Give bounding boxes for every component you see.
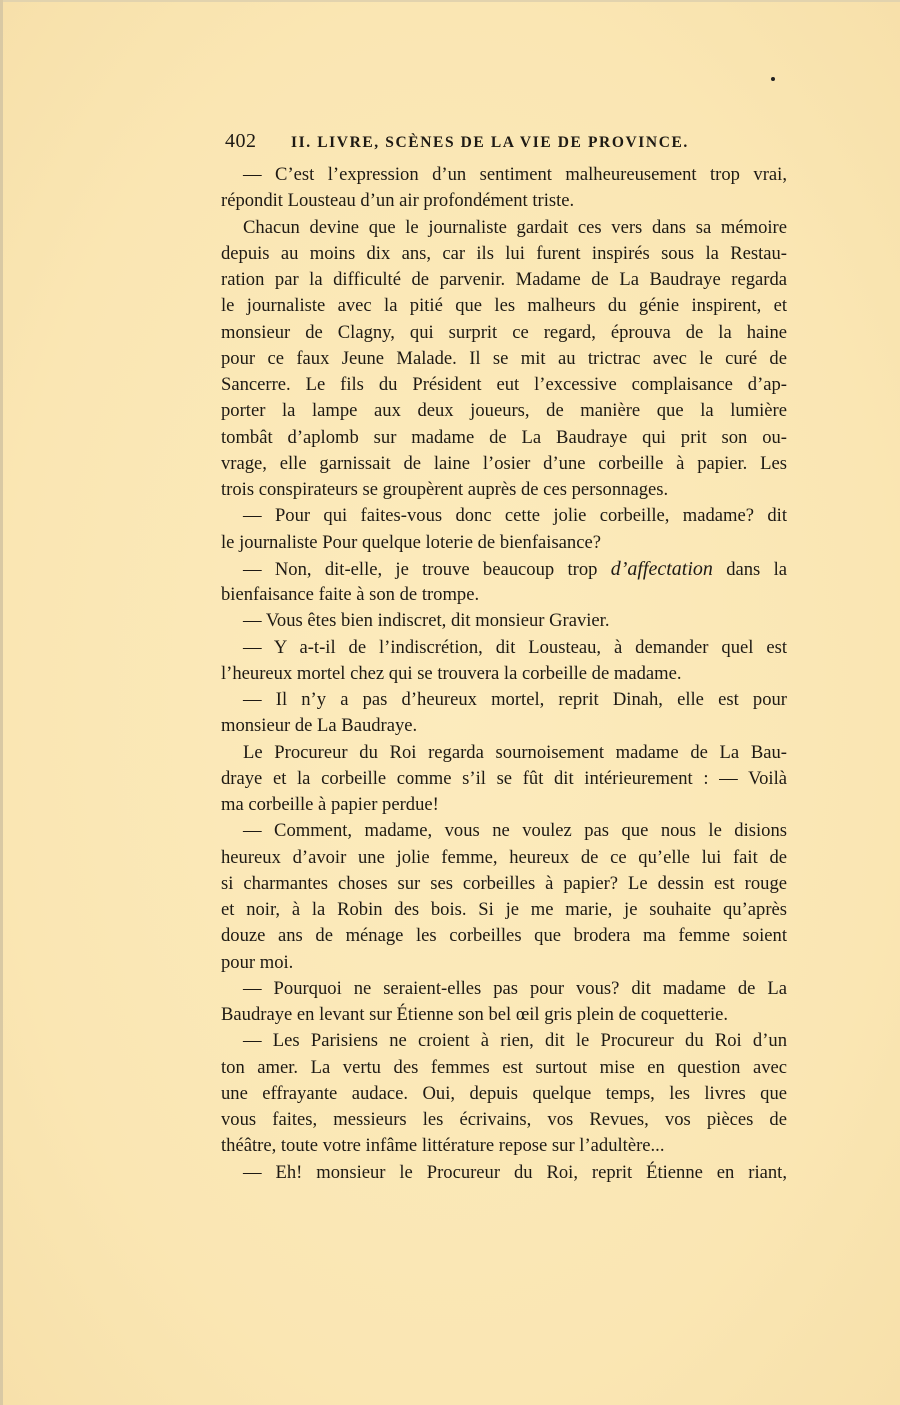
ink-speck bbox=[771, 77, 775, 81]
text-line: — Eh! monsieur le Procureur du Roi, reprit Étienne en riant, bbox=[243, 1161, 787, 1183]
text-line: douze ans de ménage les corbeilles que brodera ma femme soient bbox=[221, 925, 787, 947]
text-line: une effrayante audace. Oui, depuis quelque temps, les livres que bbox=[221, 1082, 787, 1104]
text-line: Baudraye en levant sur Étienne son bel œil gris plein de coquetterie. bbox=[221, 1004, 729, 1025]
text-line: — Pourquoi ne seraient-elles pas pour vous? dit madame de La bbox=[243, 977, 787, 999]
text-line: Le Procureur du Roi regarda sournoisement madame de La Bau- bbox=[243, 741, 787, 763]
text-line: — Il n’y a pas d’heureux mortel, reprit Dinah, elle est pour bbox=[243, 689, 787, 710]
italic-emphasis: d’affectation bbox=[610, 557, 713, 580]
text-line: — Non, dit-elle, je trouve beaucoup trop d’affectation dans la bbox=[243, 557, 787, 580]
text-line: Sancerre. Le fils du Président eut l’excessive complaisance d’ap- bbox=[221, 374, 787, 395]
page-number: 402 bbox=[225, 130, 257, 152]
text-line: bienfaisance faite à son de trompe. bbox=[221, 584, 480, 605]
text-line: — Y a-t-il de l’indiscrétion, dit Lousteau, à demander quel est bbox=[243, 636, 787, 658]
text-line: tombât d’aplomb sur madame de La Baudraye qui prit son ou- bbox=[221, 426, 787, 448]
text-line: ration par la difficulté de parvenir. Madame de La Baudraye regarda bbox=[221, 269, 787, 290]
text-line: théâtre, toute votre infâme littérature repose sur l’adultère... bbox=[221, 1135, 665, 1157]
text-line: et noir, à la Robin des bois. Si je me marie, je souhaite qu’après bbox=[221, 899, 787, 920]
text-line: vrage, elle garnissait de laine l’osier d’une corbeille à papier. Les bbox=[221, 452, 787, 474]
text-line: répondit Lousteau d’un air profondément triste. bbox=[221, 190, 575, 212]
text-line: si charmantes choses sur ses corbeilles à papier? Le dessin est rouge bbox=[221, 872, 787, 894]
text-line: monsieur de Clagny, qui surprit ce regard, éprouva de la haine bbox=[221, 321, 787, 343]
text-line: le journaliste Pour quelque loterie de bienfaisance? bbox=[221, 531, 601, 553]
text-line: — Les Parisiens ne croient à rien, dit le Procureur du Roi d’un bbox=[243, 1030, 787, 1052]
running-header bbox=[221, 132, 791, 158]
text-line: pour ce faux Jeune Malade. Il se mit au trictrac avec le curé de bbox=[221, 347, 787, 369]
running-head-title: II. LIVRE, SCÈNES DE LA VIE DE PROVINCE. bbox=[291, 134, 689, 151]
text-line: ton amer. La vertu des femmes est surtout mise en question avec bbox=[221, 1056, 787, 1078]
text-line: vous faites, messieurs les écrivains, vos Revues, vos pièces de bbox=[221, 1109, 787, 1130]
text-line: — Pour qui faites-vous donc cette jolie corbeille, madame? dit bbox=[243, 505, 787, 527]
text-line: draye et la corbeille comme s’il se fût dit intérieurement : — Voilà bbox=[221, 767, 787, 789]
text-line: heureux d’avoir une jolie femme, heureux de ce qu’elle lui fait de bbox=[221, 846, 787, 868]
text-line: — C’est l’expression d’un sentiment malheureusement trop vrai, bbox=[243, 164, 787, 185]
text-line: porter la lampe aux deux joueurs, de manière que la lumière bbox=[221, 400, 787, 422]
text-line: Chacun devine que le journaliste gardait ces vers dans sa mémoire bbox=[243, 216, 787, 238]
page-edge-left bbox=[0, 0, 3, 1405]
page-edge-top bbox=[0, 0, 900, 2]
body-text bbox=[221, 162, 787, 1186]
text-line: pour moi. bbox=[221, 951, 294, 973]
text-line: — Vous êtes bien indiscret, dit monsieur Gravier. bbox=[243, 610, 610, 632]
text-line: depuis au moins dix ans, car ils lui furent inspirés sous la Restau- bbox=[221, 242, 787, 264]
text-line: le journaliste avec la pitié que les malheurs du génie inspirent, et bbox=[221, 295, 787, 317]
text-line: l’heureux mortel chez qui se trouvera la corbeille de madame. bbox=[221, 662, 682, 684]
text-line: trois conspirateurs se groupèrent auprès de ces personnages. bbox=[221, 479, 669, 500]
text-line: — Comment, madame, vous ne voulez pas que nous le disions bbox=[243, 820, 787, 842]
text-line: monsieur de La Baudraye. bbox=[221, 715, 418, 737]
text-line: ma corbeille à papier perdue! bbox=[221, 794, 439, 815]
